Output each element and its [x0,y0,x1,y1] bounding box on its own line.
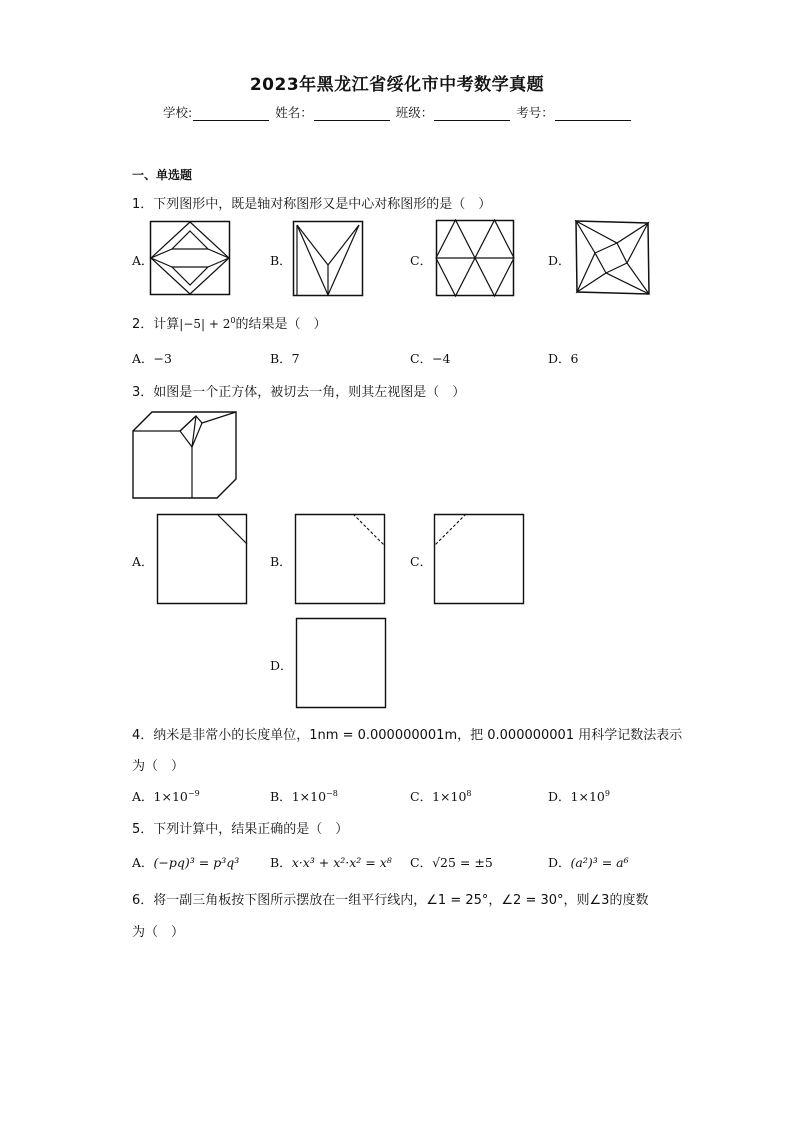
q5-option-d[interactable]: D．(a²)³ = a⁶ [548,855,629,870]
question-number: 6． [132,893,154,908]
q1-option-d-label[interactable]: D． [548,253,571,268]
page-title: 2023年黑龙江省绥化市中考数学真题 [249,75,545,95]
question-stem: 如图是一个正方体，被切去一角，则其左视图是（ ） [153,385,466,400]
q4-option-c[interactable]: C．$1\times 10^8$ [410,789,472,804]
number-field[interactable] [555,108,631,121]
question-5 [132,818,348,837]
q5-option-b[interactable]: B．x·x³ + x²·x² = x⁸ [270,855,392,870]
q1-option-a-label[interactable]: A． [132,253,154,268]
q3-figure-a[interactable] [157,514,247,604]
q5-option-c[interactable]: C．√25 = ±5 [410,855,493,870]
question-stem: 将一副三角板按下图所示摆放在一组平行线内，∠1 = 25°，∠2 = 30°，则∠3的度数 [153,893,649,908]
question-4-line-1 [132,724,682,743]
q3-option-d-label[interactable]: D． [270,658,293,673]
question-number: 2． [132,317,154,332]
q5-option-a[interactable]: A．(−pq)³ = p³q³ [132,855,240,870]
q4-option-a[interactable]: A．$1\times 10^{-9}$ [132,789,200,804]
q3-option-b-label[interactable]: B． [270,554,292,569]
question-number: 4． [132,728,154,743]
section-title: 一、单选题 [132,168,193,182]
class-field[interactable] [434,108,510,121]
question-6-line-1 [132,889,648,908]
question-number: 3． [132,385,154,400]
q2-option-c[interactable]: C．−4 [410,351,451,366]
question-stem-suffix: 的结果是（ ） [235,317,327,332]
question-stem: 下列图形中，既是轴对称图形又是中心对称图形的是（ ） [153,197,492,212]
school-label: 学校: [163,105,193,120]
question-stem: 下列计算中，结果正确的是（ ） [153,822,349,837]
class-label: 班级： [395,105,434,120]
q2-option-d[interactable]: D．6 [548,351,579,366]
q3-figure-b[interactable] [295,514,385,604]
question-3 [132,381,465,400]
question-4-line-2: 为（ ） [132,759,185,774]
q1-figure-c[interactable] [436,220,514,296]
question-2 [132,313,327,332]
q2-option-a[interactable]: A．−3 [132,351,172,366]
q1-figure-d[interactable] [573,218,651,296]
question-number: 1． [132,197,154,212]
q3-figure-c[interactable] [434,514,524,604]
school-field[interactable] [193,108,269,121]
question-1 [132,193,491,212]
question-6-line-2: 为（ ） [132,925,185,940]
q4-option-d[interactable]: D．$1\times 10^9$ [548,789,610,804]
question-stem-prefix: 计算 [153,317,180,332]
q3-option-a-label[interactable]: A． [132,554,154,569]
question-math: |−5| + 2 [179,317,231,331]
q3-cube-figure [132,411,237,499]
name-label: 姓名： [275,105,313,120]
q4-option-b[interactable]: B．$1\times 10^{-8}$ [270,789,338,804]
q1-option-b-label[interactable]: B． [270,253,292,268]
q3-figure-d[interactable] [296,618,386,708]
number-label: 考号： [516,105,554,120]
q2-option-b[interactable]: B．7 [270,351,300,366]
q1-option-c-label[interactable]: C． [410,253,433,268]
student-info-row [163,103,633,121]
q1-figure-b[interactable] [293,221,363,296]
q1-figure-a[interactable] [150,221,230,295]
exponent: 0 [230,316,236,325]
question-number: 5． [132,822,154,837]
name-field[interactable] [314,108,390,121]
question-stem: 纳米是非常小的长度单位，1nm = 0.000000001m，把 0.000000001 用科学记数法表示 [153,728,683,743]
q3-option-c-label[interactable]: C． [410,554,433,569]
